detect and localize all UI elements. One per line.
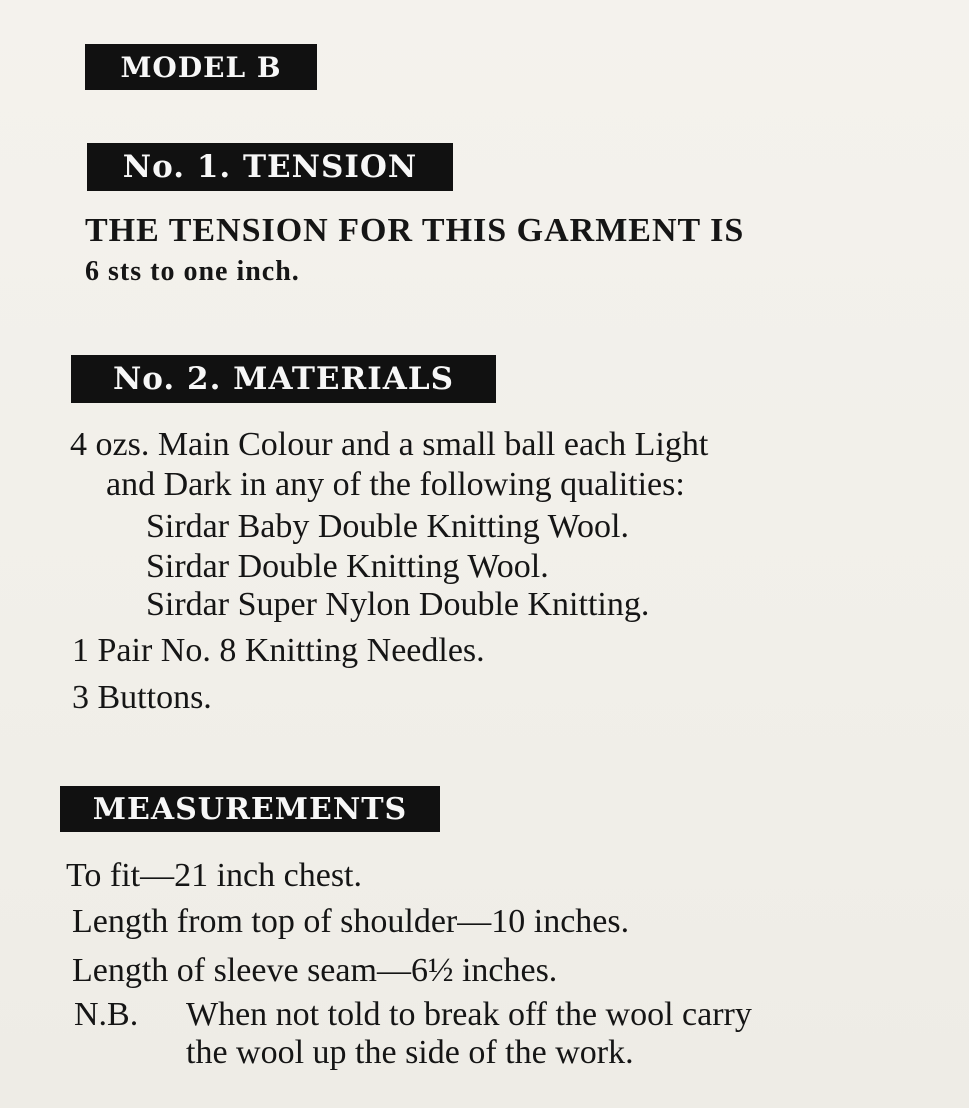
materials-wool-line1: 4 ozs. Main Colour and a small ball each Light — [70, 426, 709, 463]
model-label: MODEL B — [85, 44, 317, 90]
needles-item: 1 Pair No. 8 Knitting Needles. — [72, 632, 485, 669]
quality-item: Sirdar Baby Double Knitting Wool. — [146, 508, 629, 545]
nb-note-line2: the wool up the side of the work. — [186, 1034, 634, 1071]
fit-measurement: To fit—21 inch chest. — [66, 857, 363, 894]
tension-value: 6 sts to one inch. — [85, 256, 300, 287]
length-measurement: Length from top of shoulder—10 inches. — [72, 903, 630, 940]
quality-item: Sirdar Super Nylon Double Knitting. — [146, 586, 650, 623]
sleeve-measurement: Length of sleeve seam—6½ inches. — [72, 952, 558, 989]
quality-item: Sirdar Double Knitting Wool. — [146, 548, 549, 585]
nb-note-line1: When not told to break off the wool carry — [186, 996, 752, 1033]
materials-wool-line2: and Dark in any of the following qualities: — [106, 466, 685, 503]
nb-label: N.B. — [74, 996, 139, 1033]
tension-statement: THE TENSION FOR THIS GARMENT IS — [85, 212, 745, 249]
measurements-heading: MEASUREMENTS — [60, 786, 440, 832]
tension-heading: No. 1. TENSION — [87, 143, 453, 191]
materials-heading: No. 2. MATERIALS — [71, 355, 496, 403]
buttons-item: 3 Buttons. — [72, 679, 212, 716]
